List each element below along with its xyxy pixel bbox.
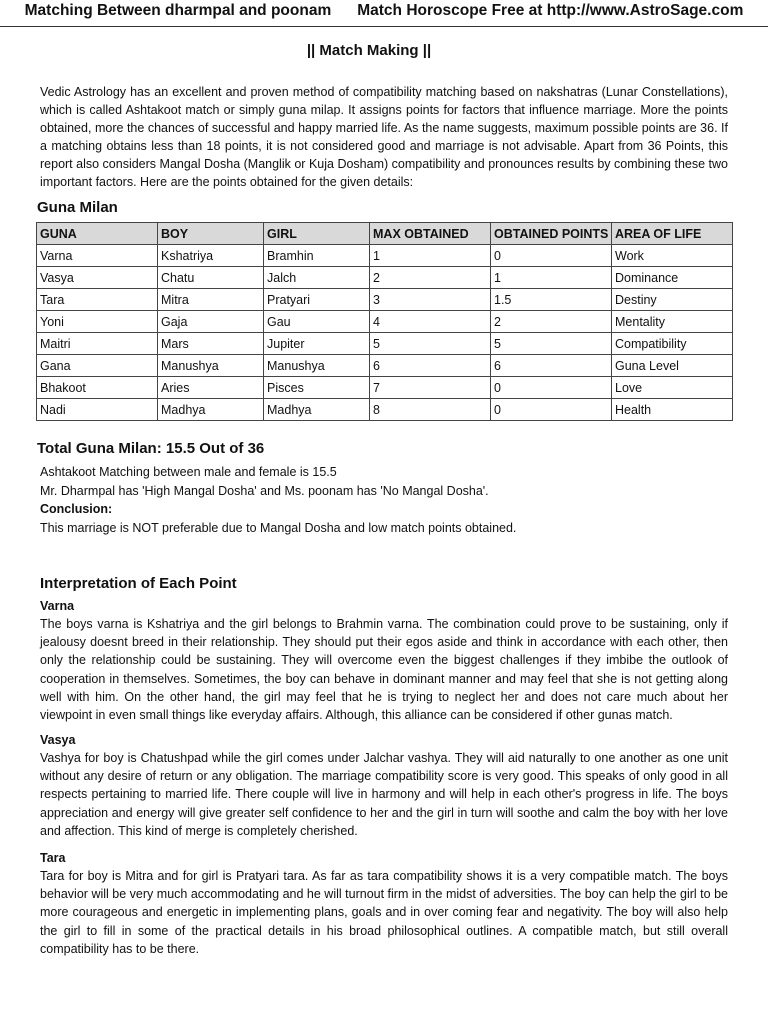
table-cell: Chatu: [158, 267, 264, 289]
table-cell: Guna Level: [612, 355, 733, 377]
table-cell: 3: [370, 289, 491, 311]
intro-paragraph: Vedic Astrology has an excellent and proven method of compatibility matching based on nakshatras (Lunar Constellations), which is called Ashtakoot match or simply guna milap. It assigns points for factors that influence marriage. More the points obtained, more the chances of successful and happy married life. As the name suggests, maximum possible points are 36. If a matching obtains less than 18 points, it is not considered good and marriage is not advisable. Apart from 36 Points, this report also considers Mangal Dosha (Manglik or Kuja Dosham) compatibility and pronounces results by combining these two important factors. Here are the points obtained for the given details:: [40, 85, 728, 189]
summary-block: [40, 463, 728, 537]
column-header: AREA OF LIFE: [612, 223, 733, 245]
section-text: Tara for boy is Mitra and for girl is Pratyari tara. As far as tara compatibility shows it is a very compatible match. The boys behavior will be very much accommodating and he will turnout firm in the midst of adversities. The boy can help the girl to be more courageous and energetic in implementing plans, goals and in over coming fear and negativity. The boy will also help the girl to fill in some of the practical details in his broad philosophical outlines. A compatible match, but still overall compatibility has to be there.: [40, 869, 728, 956]
column-header: MAX OBTAINED: [370, 223, 491, 245]
table-row: [37, 355, 733, 377]
table-cell: Vasya: [37, 267, 158, 289]
table-cell: Gaja: [158, 311, 264, 333]
mangal-dosha-summary: Mr. Dharmpal has 'High Mangal Dosha' and Ms. poonam has 'No Mangal Dosha'.: [40, 483, 489, 498]
header-match-title: Matching Between dharmpal and poonam: [24, 2, 332, 19]
table-cell: Kshatriya: [158, 245, 264, 267]
section-tara: [40, 849, 728, 958]
table-cell: Gana: [37, 355, 158, 377]
table-cell: Nadi: [37, 399, 158, 421]
table-cell: Mentality: [612, 311, 733, 333]
table-cell: Love: [612, 377, 733, 399]
page-header: [0, 0, 768, 27]
table-cell: 4: [370, 311, 491, 333]
interpretation-heading: Interpretation of Each Point: [40, 575, 237, 592]
page-title: || Match Making ||: [306, 42, 432, 59]
table-cell: Tara: [37, 289, 158, 311]
table-cell: 7: [370, 377, 491, 399]
table-cell: 6: [491, 355, 612, 377]
section-varna: [40, 597, 728, 724]
table-row: [37, 267, 733, 289]
table-row: [37, 377, 733, 399]
table-cell: Yoni: [37, 311, 158, 333]
total-guna-milan: Total Guna Milan: 15.5 Out of 36: [37, 440, 265, 457]
table-row: [37, 289, 733, 311]
column-header: GUNA: [37, 223, 158, 245]
table-cell: Dominance: [612, 267, 733, 289]
table-cell: Madhya: [264, 399, 370, 421]
table-row: [37, 311, 733, 333]
table-cell: Mars: [158, 333, 264, 355]
table-cell: 5: [491, 333, 612, 355]
conclusion-label: Conclusion:: [40, 502, 113, 516]
table-cell: Gau: [264, 311, 370, 333]
table-cell: 0: [491, 377, 612, 399]
section-text: The boys varna is Kshatriya and the girl belongs to Brahmin varna. The combination could prove to be sustaining, only if jealousy doesnt breed in their relationship. They should put their egos aside and think in accordance with each other, then only the relationship could be sustaining. They will overcome even the biggest challenges if they imbibe the outlook of cooperation in themselves. Sometimes, the boy can behave in dominant manner and may feel that she is not getting along well with him. On the other hand, the girl may feel that he is trying to neglect her and does not care much about her viewpoint in even small things like everyday affairs. Although, this alliance can be considered if other gunas match.: [40, 617, 728, 723]
table-cell: Madhya: [158, 399, 264, 421]
section-text: Vashya for boy is Chatushpad while the girl comes under Jalchar vashya. They will aid naturally to one another as one unit without any desire of return or any obligation. The marriage compatibility score is very good. This speaks of only good in all respects pertaining to married life. There couple will live in harmony and will help in each other's progress in life. The boys appreciation and energy will give greater self confidence to her and the girl in turn will soothe and calm the boy with her love and affection. This kind of merge is completely cherished.: [40, 751, 728, 838]
table-cell: 2: [491, 311, 612, 333]
table-cell: Health: [612, 399, 733, 421]
table-cell: 2: [370, 267, 491, 289]
table-cell: 1.5: [491, 289, 612, 311]
table-cell: Pisces: [264, 377, 370, 399]
table-cell: Manushya: [158, 355, 264, 377]
column-header: GIRL: [264, 223, 370, 245]
table-cell: Manushya: [264, 355, 370, 377]
table-row: [37, 245, 733, 267]
header-site-link[interactable]: Match Horoscope Free at http://www.AstroSage.com: [357, 2, 744, 19]
table-cell: 6: [370, 355, 491, 377]
section-vasya: [40, 731, 728, 840]
table-cell: 0: [491, 399, 612, 421]
conclusion-text: This marriage is NOT preferable due to Mangal Dosha and low match points obtained.: [40, 520, 517, 535]
table-cell: Maitri: [37, 333, 158, 355]
table-cell: 1: [491, 267, 612, 289]
table-cell: Varna: [37, 245, 158, 267]
table-cell: Bhakoot: [37, 377, 158, 399]
table-cell: Aries: [158, 377, 264, 399]
guna-milan-table: [36, 222, 733, 421]
table-cell: 0: [491, 245, 612, 267]
column-header: BOY: [158, 223, 264, 245]
table-cell: Pratyari: [264, 289, 370, 311]
section-title: Tara: [40, 851, 66, 865]
table-cell: Compatibility: [612, 333, 733, 355]
table-cell: Jupiter: [264, 333, 370, 355]
section-title: Varna: [40, 599, 75, 613]
table-cell: 8: [370, 399, 491, 421]
column-header: OBTAINED POINTS: [491, 223, 612, 245]
guna-milan-heading: Guna Milan: [37, 199, 118, 216]
table-cell: Destiny: [612, 289, 733, 311]
table-header-row: [37, 223, 733, 245]
table-cell: Work: [612, 245, 733, 267]
section-title: Vasya: [40, 733, 76, 747]
table-cell: Bramhin: [264, 245, 370, 267]
table-row: [37, 399, 733, 421]
ashtakoot-summary: Ashtakoot Matching between male and female is 15.5: [40, 465, 337, 479]
table-cell: Jalch: [264, 267, 370, 289]
table-cell: 5: [370, 333, 491, 355]
table-row: [37, 333, 733, 355]
table-cell: Mitra: [158, 289, 264, 311]
table-cell: 1: [370, 245, 491, 267]
